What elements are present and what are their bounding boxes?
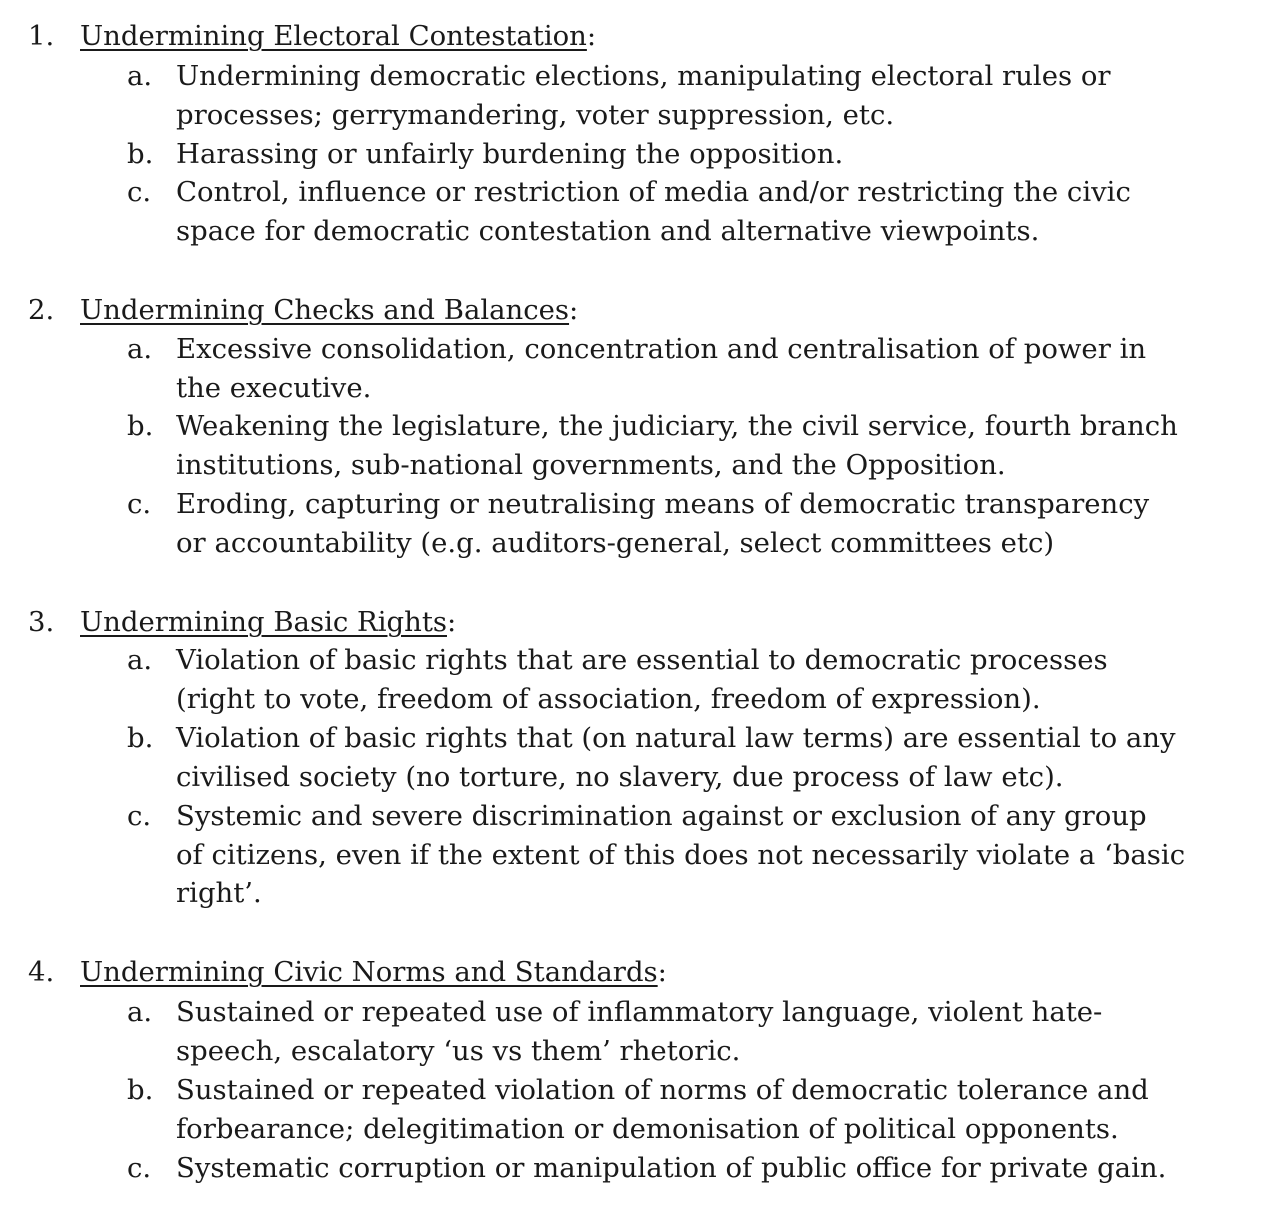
section-heading [28,291,578,329]
list-item [127,641,1237,718]
item-text: Harassing or unfairly burdening the opposition. [176,138,844,170]
list-item [127,1149,1237,1188]
list-item [127,330,1237,407]
section-colon: : [657,956,667,988]
item-letter: a. [127,333,153,365]
section-heading [28,17,596,55]
list-item [127,485,1237,562]
item-text: Sustained or repeated use of inflammatory language, violent hate- speech, escalatory ‘us vs them’ rhetoric. [176,996,1103,1067]
item-text: Control, influence or restriction of media and/or restricting the civic space for democratic contestation and alternative viewpoints. [176,176,1131,247]
section-title: Undermining Civic Norms and Standards [80,956,658,988]
item-letter: c. [127,800,152,832]
item-letter: a. [127,644,153,676]
section-colon: : [586,20,597,52]
item-text: Systematic corruption or manipulation of public office for private gain. [176,1152,1167,1184]
section-number: 4. [28,956,55,988]
section-colon: : [446,606,457,638]
item-text: Violation of basic rights that (on natural law terms) are essential to any civilised society (no torture, no slavery, due process of law etc). [176,722,1176,793]
list-item [127,173,1237,250]
item-text: Excessive consolidation, concentration and centralisation of power in the executive. [176,333,1147,404]
section-number: 3. [28,606,55,638]
item-letter: c. [127,176,152,208]
item-letter: b. [127,410,154,442]
section-heading [28,603,456,641]
section-number: 1. [28,20,55,52]
list-item [127,719,1237,796]
item-letter: c. [127,1152,152,1184]
item-text: Eroding, capturing or neutralising means of democratic transparency or accountability (e.g. auditors-general, select committees etc) [176,488,1150,559]
item-letter: a. [127,60,153,92]
item-text: Violation of basic rights that are essential to democratic processes (right to vote, freedom of association, freedom of expression). [176,644,1108,715]
section-title: Undermining Checks and Balances [80,294,570,326]
list-item [127,797,1237,913]
list-item [127,1071,1237,1148]
item-letter: b. [127,1074,154,1106]
list-item [127,407,1237,484]
item-text: Systemic and severe discrimination against or exclusion of any group of citizens, even if the extent of this does not necessarily violate a ‘basic right’. [176,800,1186,909]
section-number: 2. [28,294,55,326]
list-item [127,57,1237,134]
item-letter: c. [127,488,152,520]
item-letter: b. [127,722,154,754]
section-title: Undermining Electoral Contestation [80,20,587,52]
section-colon: : [569,294,579,326]
list-item [127,993,1237,1070]
section-title: Undermining Basic Rights [80,606,447,638]
item-text: Sustained or repeated violation of norms of democratic tolerance and forbearance; delegitimation or demonisation of political opponents. [176,1074,1149,1145]
item-letter: a. [127,996,153,1028]
item-text: Undermining democratic elections, manipulating electoral rules or processes; gerrymandering, voter suppression, etc. [176,60,1111,131]
item-text: Weakening the legislature, the judiciary, the civil service, fourth branch institutions, sub-national governments, and the Opposition. [176,410,1178,481]
item-letter: b. [127,138,154,170]
section-heading [28,953,667,991]
list-item [127,135,1237,174]
